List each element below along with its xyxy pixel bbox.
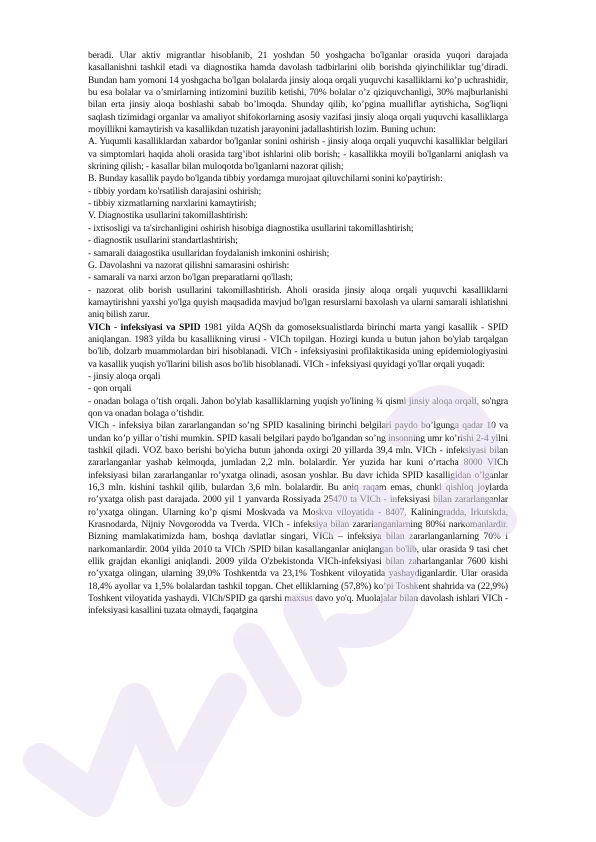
list-item: - diagnostik usullarini standartlashtirish; (88, 235, 238, 247)
paragraph-statistics: VICh - infeksiya bilan zararlangandan so’ng SPID kasalining birinchi belgilari paydo bo’lgunga qadar 10 va undan ko’p yillar o’tishi mumkin. SPID kasali belgilari paydo bo'lgandan so’ng insonning umr ko’rishi 2-4 yilni tashkil qiladi. VOZ baxo berishi bo'yicha butun jahonda oxirgi 20 yillarda 39,4 mln. VICh - infeksiyasi bilan zararlanganlar yashab kelmoqda, jumladan 2,2 mln. bolalardir. Yer yuzida har kuni o’rtacha 8000 VICh infeksiyasi bilan zararlanganlar ro’yxatga olinadi, asosan yoshlar. Bu davr ichida SPID kasalligidan o’lganlar 16,3 mln. kishini tashkil qilib, bulardan 3,6 mln. bolalardir. Bu aniq raqam emas, chunki qishloq joylarda ro’yxatga olish past darajada. 2000 yil 1 yanvarda Rossiyada 25470 ta VICh - infeksiyasi bilan zararlanganlar ro’yxatga olingan. Ularning ko’p qismi Moskvada va Moskva viloyatida - 8407, Kaliningradda, Irkutskda, Krasnodarda, Nijniy Novgorodda va Tverda. VICh - infeksiya bilan zararlanganlarning 80%i narkomanlardir. Bizning mamlakatimizda ham, boshqa davlatlar singari, VICh – infeksiya bilan zararlanganlarning 70% i narkomanlardir. 2004 yilda 2010 ta VICh /SPID bilan kasallanganlar aniqlangan bo'lib, ular orasida 9 tasi chet ellik grajdan ekanligi aniqlandi. 2009 yilda O'zbekistonda VICh-infeksiyasi bilan zaharlanganlar 7600 kishi ro’yxatga olingan, ularning 39,0% Toshkentda va 23,1% Toshkent viloyatida yashaydiganlardir. Ular orasida 18,4% ayollar va 1,5% bolalardan tashkil topgan. Chet elliklarning (57,8%) ko’pi Toshkent shahrida va (22,9%) Toshkent viloyatida yashaydi. VICh/SPID ga qarshi maxsus davo yo'q. Muolajalar bilan davolash ishlari VICh - infeksiyasi kasallini tuzata olmaydi, faqatgina (88, 420, 508, 617)
paragraph-intro: beradi. Ular aktiv migrantlar hisoblanib, 21 yoshdan 50 yoshgacha bo'lganlar orasida yuqori darajada kasallanishni tashkil etadi va diagnostika hamda davolash tadbirlarini olib borishda qiyinchiliklar tug’diradi. Bundan ham yomoni 14 yoshgacha bo'lgan bolalarda jinsiy aloqa orqali yuquvchi kasalliklarni ko’p uchrashidir, bu esa bolalar va o’smirlarning intizomini buzilib ketishi, 70% bolalar o’z qiziquvchanligi, 30% majburlanishi bilan erta jinsiy aloqa boshlashi sabab bo’lmoqda. Shunday qilib, ko’pgina mualliflar aytishicha, Sog'liqni saqlash tizimidagi organlar va amaliyot shifokorlarning asosiy vazifasi jinsiy aloqa orqali yuquvchi kasalliklarga moyillikni kamaytirish va kasallikdan tuzatish jarayonini jadallashtirish lozim. Buning uchun: (88, 50, 508, 136)
paragraph-mother-to-child: - onadan bolaga o’tish orqali. Jahon bo'ylab kasalliklarning yuqish yo'lining ¾ qismi jinsiy aloqa orqali, so'ngra qon va onadan bolaga o’tishdir. (88, 395, 508, 419)
vich-intro-text: 1981 yilda AQSh da gomoseksualistlarda birinchi marta yangi kasallik - SPID aniqlangan. 1983 yilda bu kasallikning virusi - VICh topilgan. Hozirgi kunda u butun jahon bo'ylab tarqalgan bo'lib, dolzarb muammolardan biri hisoblanadi. VICh - infeksiyasini profilaktikasida uning epidemiologiyasini va kasallik yuqish yo'llarini bilish asos bo'lib hisoblanadi. VICh - infeksiyasi quyidagi yo'llar orqali yuqadi: (88, 321, 508, 370)
section-heading-v: V. Diagnostika usullarini takomillashtirish: (88, 210, 248, 222)
list-item: - tibbiy xizmatlarning narxlarini kamaytirish; (88, 198, 257, 210)
list-item: - qon orqali (88, 383, 132, 395)
paragraph-section-a: A. Yuqumli kasalliklardan xabardor bo'lganlar sonini oshirish - jinsiy aloqa orqali yuquvchi kasalliklar belgilari va simptomlari haqida aholi orasida targ’ibot ishlarini olib borish; - kasallikka moyili bo'lganlarni aniqlash va skrining qilish; - kasallar bilan muloqotda bo'lganlarni nazorat qilish; (88, 136, 508, 173)
paragraph-section-b: B. Bunday kasallik paydo bo'lganda tibbiy yordamga murojaat qiluvchilarni sonini ko'paytirish: (88, 173, 443, 185)
paragraph-vich-intro (88, 322, 508, 371)
document-page (88, 50, 508, 618)
paragraph-monitoring: - nazorat olib borish usullarini takomillashtirish. Aholi orasida jinsiy aloqa orqali yuquvchi kasalliklarni kamaytirishni yaxshi yo'lga quyish maqsadida mavjud bo'lgan resurslarni baxolash va ularni samarali ishlatishni aniq bilish zarur. (88, 284, 508, 321)
list-item: - samarali daiagostika usullaridan foydalanish imkonini oshirish; (88, 247, 330, 259)
list-item: - samarali va narxi arzon bo'lgan preparatlarni qo'llash; (88, 272, 293, 284)
list-item: - tibbiy yordam ko'rsatilish darajasini oshirish; (88, 185, 262, 197)
list-item: - ixtisosligi va ta'sirchanligini oshirish hisobiga diagnostika usullarini takomillashtirish; (88, 222, 414, 234)
list-item: - jinsiy aloqa orqali (88, 370, 161, 382)
vich-heading: VICh - infeksiyasi va SPID (88, 321, 201, 333)
section-heading-g: G. Davolashni va nazorat qilishni samarasini oshirish: (88, 259, 290, 271)
